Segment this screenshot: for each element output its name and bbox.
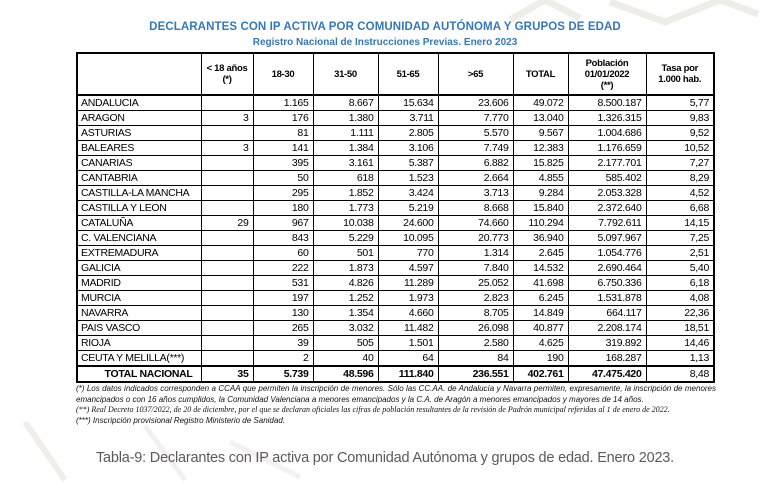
cell-under-18 bbox=[201, 246, 253, 261]
cell-total: 2.645 bbox=[513, 246, 568, 261]
cell-over-65: 7.749 bbox=[438, 141, 513, 156]
table-row bbox=[77, 231, 714, 246]
cell-poblacion: 2.690.464 bbox=[568, 261, 646, 276]
cell-total: 190 bbox=[513, 351, 568, 367]
cell-poblacion: 168.287 bbox=[568, 351, 646, 367]
cell-total: 14.532 bbox=[513, 261, 568, 276]
table-row bbox=[77, 126, 714, 141]
column-header-31-50: 31-50 bbox=[313, 53, 378, 95]
cell-poblacion: 2.372.640 bbox=[568, 201, 646, 216]
cell-over-65: 236.551 bbox=[438, 366, 513, 382]
cell-18-30: 5.739 bbox=[253, 366, 313, 382]
cell-over-65: 8.668 bbox=[438, 201, 513, 216]
cell-18-30: 197 bbox=[253, 291, 313, 306]
cell-under-18 bbox=[201, 351, 253, 367]
cell-poblacion: 2.053.328 bbox=[568, 186, 646, 201]
cell-under-18: 3 bbox=[201, 141, 253, 156]
table-row bbox=[77, 216, 714, 231]
cell-over-65: 23.606 bbox=[438, 95, 513, 111]
cell-18-30: 130 bbox=[253, 306, 313, 321]
cell-51-65: 1.501 bbox=[378, 336, 438, 351]
cell-under-18 bbox=[201, 95, 253, 111]
total-row bbox=[77, 366, 714, 382]
cell-31-50: 1.852 bbox=[313, 186, 378, 201]
column-header-tasa: Tasa por 1.000 hab. bbox=[646, 53, 714, 95]
cell-51-65: 11.482 bbox=[378, 321, 438, 336]
table-row bbox=[77, 201, 714, 216]
cell-over-65: 3.713 bbox=[438, 186, 513, 201]
cell-18-30: 39 bbox=[253, 336, 313, 351]
cell-51-65: 64 bbox=[378, 351, 438, 367]
cell-tasa: 18,51 bbox=[646, 321, 714, 336]
cell-total: 4.855 bbox=[513, 171, 568, 186]
table-row bbox=[77, 291, 714, 306]
row-label: GALICIA bbox=[77, 261, 201, 276]
row-label: PAIS VASCO bbox=[77, 321, 201, 336]
cell-poblacion: 1.531.878 bbox=[568, 291, 646, 306]
table-caption: Tabla-9: Declarantes con IP activa por Comunidad Autónoma y grupos de edad. Enero 2023. bbox=[95, 450, 674, 466]
cell-31-50: 1.773 bbox=[313, 201, 378, 216]
cell-total: 4.625 bbox=[513, 336, 568, 351]
table-header bbox=[77, 53, 714, 95]
cell-under-18 bbox=[201, 306, 253, 321]
cell-over-65: 2.580 bbox=[438, 336, 513, 351]
cell-poblacion: 47.475.420 bbox=[568, 366, 646, 382]
table-row bbox=[77, 186, 714, 201]
cell-total: 36.940 bbox=[513, 231, 568, 246]
cell-under-18 bbox=[201, 231, 253, 246]
cell-total: 9.567 bbox=[513, 126, 568, 141]
table-row bbox=[77, 276, 714, 291]
cell-51-65: 5.387 bbox=[378, 156, 438, 171]
cell-total: 110.294 bbox=[513, 216, 568, 231]
declarantes-table bbox=[76, 52, 715, 383]
cell-poblacion: 1.054.776 bbox=[568, 246, 646, 261]
column-header-51-65: 51-65 bbox=[378, 53, 438, 95]
cell-31-50: 10.038 bbox=[313, 216, 378, 231]
row-label: C. VALENCIANA bbox=[77, 231, 201, 246]
cell-18-30: 395 bbox=[253, 156, 313, 171]
cell-under-18 bbox=[201, 156, 253, 171]
cell-poblacion: 1.004.686 bbox=[568, 126, 646, 141]
cell-31-50: 1.354 bbox=[313, 306, 378, 321]
cell-tasa: 6,18 bbox=[646, 276, 714, 291]
cell-total: 15.825 bbox=[513, 156, 568, 171]
table-row bbox=[77, 171, 714, 186]
cell-poblacion: 6.750.336 bbox=[568, 276, 646, 291]
cell-18-30: 222 bbox=[253, 261, 313, 276]
cell-poblacion: 8.500.187 bbox=[568, 95, 646, 111]
cell-18-30: 2 bbox=[253, 351, 313, 367]
cell-31-50: 501 bbox=[313, 246, 378, 261]
table-row bbox=[77, 336, 714, 351]
table-row bbox=[77, 111, 714, 126]
cell-tasa: 1,13 bbox=[646, 351, 714, 367]
row-label: CASTILLA-LA MANCHA bbox=[77, 186, 201, 201]
cell-over-65: 2.823 bbox=[438, 291, 513, 306]
cell-poblacion: 664.117 bbox=[568, 306, 646, 321]
cell-31-50: 3.161 bbox=[313, 156, 378, 171]
row-label: NAVARRA bbox=[77, 306, 201, 321]
cell-under-18 bbox=[201, 336, 253, 351]
cell-31-50: 48.596 bbox=[313, 366, 378, 382]
cell-tasa: 8,48 bbox=[646, 366, 714, 382]
cell-51-65: 3.711 bbox=[378, 111, 438, 126]
column-header-total: TOTAL bbox=[513, 53, 568, 95]
cell-total: 14.849 bbox=[513, 306, 568, 321]
row-label: CANTABRIA bbox=[77, 171, 201, 186]
row-label: ASTURIAS bbox=[77, 126, 201, 141]
cell-51-65: 770 bbox=[378, 246, 438, 261]
cell-31-50: 1.252 bbox=[313, 291, 378, 306]
cell-18-30: 843 bbox=[253, 231, 313, 246]
cell-total: 41.698 bbox=[513, 276, 568, 291]
cell-under-18 bbox=[201, 261, 253, 276]
cell-over-65: 8.705 bbox=[438, 306, 513, 321]
cell-total: 402.761 bbox=[513, 366, 568, 382]
table-row bbox=[77, 321, 714, 336]
cell-18-30: 295 bbox=[253, 186, 313, 201]
column-header-poblacion: Población 01/01/2022 (**) bbox=[568, 53, 646, 95]
cell-tasa: 7,25 bbox=[646, 231, 714, 246]
cell-51-65: 11.289 bbox=[378, 276, 438, 291]
cell-poblacion: 585.402 bbox=[568, 171, 646, 186]
cell-51-65: 24.600 bbox=[378, 216, 438, 231]
cell-18-30: 1.165 bbox=[253, 95, 313, 111]
cell-31-50: 618 bbox=[313, 171, 378, 186]
table-row bbox=[77, 306, 714, 321]
cell-total: 6.245 bbox=[513, 291, 568, 306]
cell-poblacion: 7.792.611 bbox=[568, 216, 646, 231]
cell-18-30: 60 bbox=[253, 246, 313, 261]
cell-51-65: 15.634 bbox=[378, 95, 438, 111]
cell-under-18 bbox=[201, 291, 253, 306]
footnote-double-asterisk: (**) Real Decreto 1037/2022, de 20 de diciembre, por el que se declaran oficiales las cifras de población resultantes de la revisión de Padrón municipal referidas al 1 de enero de 2022. bbox=[76, 405, 670, 414]
row-label: ANDALUCIA bbox=[77, 95, 201, 111]
cell-poblacion: 1.326.315 bbox=[568, 111, 646, 126]
cell-over-65: 1.314 bbox=[438, 246, 513, 261]
row-label: MADRID bbox=[77, 276, 201, 291]
cell-31-50: 5.229 bbox=[313, 231, 378, 246]
cell-poblacion: 5.097.967 bbox=[568, 231, 646, 246]
cell-total: 49.072 bbox=[513, 95, 568, 111]
cell-tasa: 14,15 bbox=[646, 216, 714, 231]
cell-31-50: 1.111 bbox=[313, 126, 378, 141]
cell-tasa: 2,51 bbox=[646, 246, 714, 261]
cell-18-30: 265 bbox=[253, 321, 313, 336]
cell-over-65: 6.882 bbox=[438, 156, 513, 171]
cell-under-18: 29 bbox=[201, 216, 253, 231]
cell-18-30: 141 bbox=[253, 141, 313, 156]
cell-tasa: 14,46 bbox=[646, 336, 714, 351]
cell-poblacion: 2.177.701 bbox=[568, 156, 646, 171]
cell-under-18 bbox=[201, 201, 253, 216]
cell-51-65: 3.106 bbox=[378, 141, 438, 156]
cell-tasa: 4,08 bbox=[646, 291, 714, 306]
cell-over-65: 5.570 bbox=[438, 126, 513, 141]
cell-31-50: 1.384 bbox=[313, 141, 378, 156]
table-row bbox=[77, 95, 714, 111]
column-header-comunidad bbox=[77, 53, 201, 95]
table-row bbox=[77, 141, 714, 156]
cell-51-65: 5.219 bbox=[378, 201, 438, 216]
table-row bbox=[77, 246, 714, 261]
cell-poblacion: 2.208.174 bbox=[568, 321, 646, 336]
cell-tasa: 4,52 bbox=[646, 186, 714, 201]
table-row bbox=[77, 261, 714, 276]
cell-over-65: 2.664 bbox=[438, 171, 513, 186]
cell-tasa: 6,68 bbox=[646, 201, 714, 216]
cell-51-65: 4.660 bbox=[378, 306, 438, 321]
row-label: CANARIAS bbox=[77, 156, 201, 171]
cell-tasa: 8,29 bbox=[646, 171, 714, 186]
cell-31-50: 4.826 bbox=[313, 276, 378, 291]
cell-31-50: 40 bbox=[313, 351, 378, 367]
cell-51-65: 4.597 bbox=[378, 261, 438, 276]
cell-over-65: 25.052 bbox=[438, 276, 513, 291]
cell-18-30: 81 bbox=[253, 126, 313, 141]
cell-51-65: 111.840 bbox=[378, 366, 438, 382]
cell-total: 15.840 bbox=[513, 201, 568, 216]
cell-under-18: 3 bbox=[201, 111, 253, 126]
cell-31-50: 1.873 bbox=[313, 261, 378, 276]
cell-total: 12.383 bbox=[513, 141, 568, 156]
footnotes-block bbox=[76, 384, 716, 426]
row-label: CATALUÑA bbox=[77, 216, 201, 231]
row-label: CEUTA Y MELILLA(***) bbox=[77, 351, 201, 367]
cell-18-30: 50 bbox=[253, 171, 313, 186]
cell-51-65: 3.424 bbox=[378, 186, 438, 201]
table-row bbox=[77, 351, 714, 367]
cell-total: 40.877 bbox=[513, 321, 568, 336]
cell-51-65: 1.973 bbox=[378, 291, 438, 306]
table-body bbox=[77, 95, 714, 382]
row-label: TOTAL NACIONAL bbox=[77, 366, 201, 382]
column-header-over-65: >65 bbox=[438, 53, 513, 95]
cell-under-18 bbox=[201, 126, 253, 141]
header-row bbox=[77, 53, 714, 95]
cell-tasa: 5,77 bbox=[646, 95, 714, 111]
cell-poblacion: 1.176.659 bbox=[568, 141, 646, 156]
cell-over-65: 84 bbox=[438, 351, 513, 367]
cell-over-65: 20.773 bbox=[438, 231, 513, 246]
cell-total: 9.284 bbox=[513, 186, 568, 201]
row-label: MURCIA bbox=[77, 291, 201, 306]
row-label: EXTREMADURA bbox=[77, 246, 201, 261]
cell-18-30: 176 bbox=[253, 111, 313, 126]
cell-51-65: 10.095 bbox=[378, 231, 438, 246]
cell-tasa: 9,52 bbox=[646, 126, 714, 141]
page-subtitle: Registro Nacional de Instrucciones Previas. Enero 2023 bbox=[252, 37, 518, 48]
cell-poblacion: 319.892 bbox=[568, 336, 646, 351]
cell-18-30: 967 bbox=[253, 216, 313, 231]
cell-over-65: 7.840 bbox=[438, 261, 513, 276]
cell-under-18 bbox=[201, 321, 253, 336]
cell-18-30: 531 bbox=[253, 276, 313, 291]
cell-31-50: 8.667 bbox=[313, 95, 378, 111]
cell-31-50: 1.380 bbox=[313, 111, 378, 126]
cell-51-65: 2.805 bbox=[378, 126, 438, 141]
page-title: DECLARANTES CON IP ACTIVA POR COMUNIDAD AUTÓNOMA Y GRUPOS DE EDAD bbox=[149, 21, 621, 33]
cell-over-65: 7.770 bbox=[438, 111, 513, 126]
cell-31-50: 3.032 bbox=[313, 321, 378, 336]
cell-tasa: 9,83 bbox=[646, 111, 714, 126]
cell-over-65: 74.660 bbox=[438, 216, 513, 231]
cell-under-18: 35 bbox=[201, 366, 253, 382]
table-row bbox=[77, 156, 714, 171]
cell-31-50: 505 bbox=[313, 336, 378, 351]
column-header-under-18: < 18 años (*) bbox=[201, 53, 253, 95]
cell-under-18 bbox=[201, 171, 253, 186]
cell-over-65: 26.098 bbox=[438, 321, 513, 336]
cell-under-18 bbox=[201, 186, 253, 201]
footnote-asterisk: (*) Los datos indicados corresponden a CCAA que permiten la inscripción de menores. Sólo las CC.AA. de Andalucía y Navarra permiten, expresamente, la inscripción de menores emancipados o con 16 años cumplidos, la Comunidad Valenciana a menores emancipados y la C.A. de Aragón a menores emancipados y mayores de 14 años. bbox=[76, 384, 716, 404]
cell-tasa: 10,52 bbox=[646, 141, 714, 156]
row-label: BALEARES bbox=[77, 141, 201, 156]
row-label: CASTILLA Y LEON bbox=[77, 201, 201, 216]
cell-total: 13.040 bbox=[513, 111, 568, 126]
cell-under-18 bbox=[201, 276, 253, 291]
footnote-triple-asterisk: (***) Inscripción provisional Registro Ministerio de Sanidad. bbox=[76, 415, 285, 425]
cell-51-65: 1.523 bbox=[378, 171, 438, 186]
cell-tasa: 5,40 bbox=[646, 261, 714, 276]
cell-tasa: 7,27 bbox=[646, 156, 714, 171]
row-label: RIOJA bbox=[77, 336, 201, 351]
cell-18-30: 180 bbox=[253, 201, 313, 216]
cell-tasa: 22,36 bbox=[646, 306, 714, 321]
column-header-18-30: 18-30 bbox=[253, 53, 313, 95]
row-label: ARAGON bbox=[77, 111, 201, 126]
